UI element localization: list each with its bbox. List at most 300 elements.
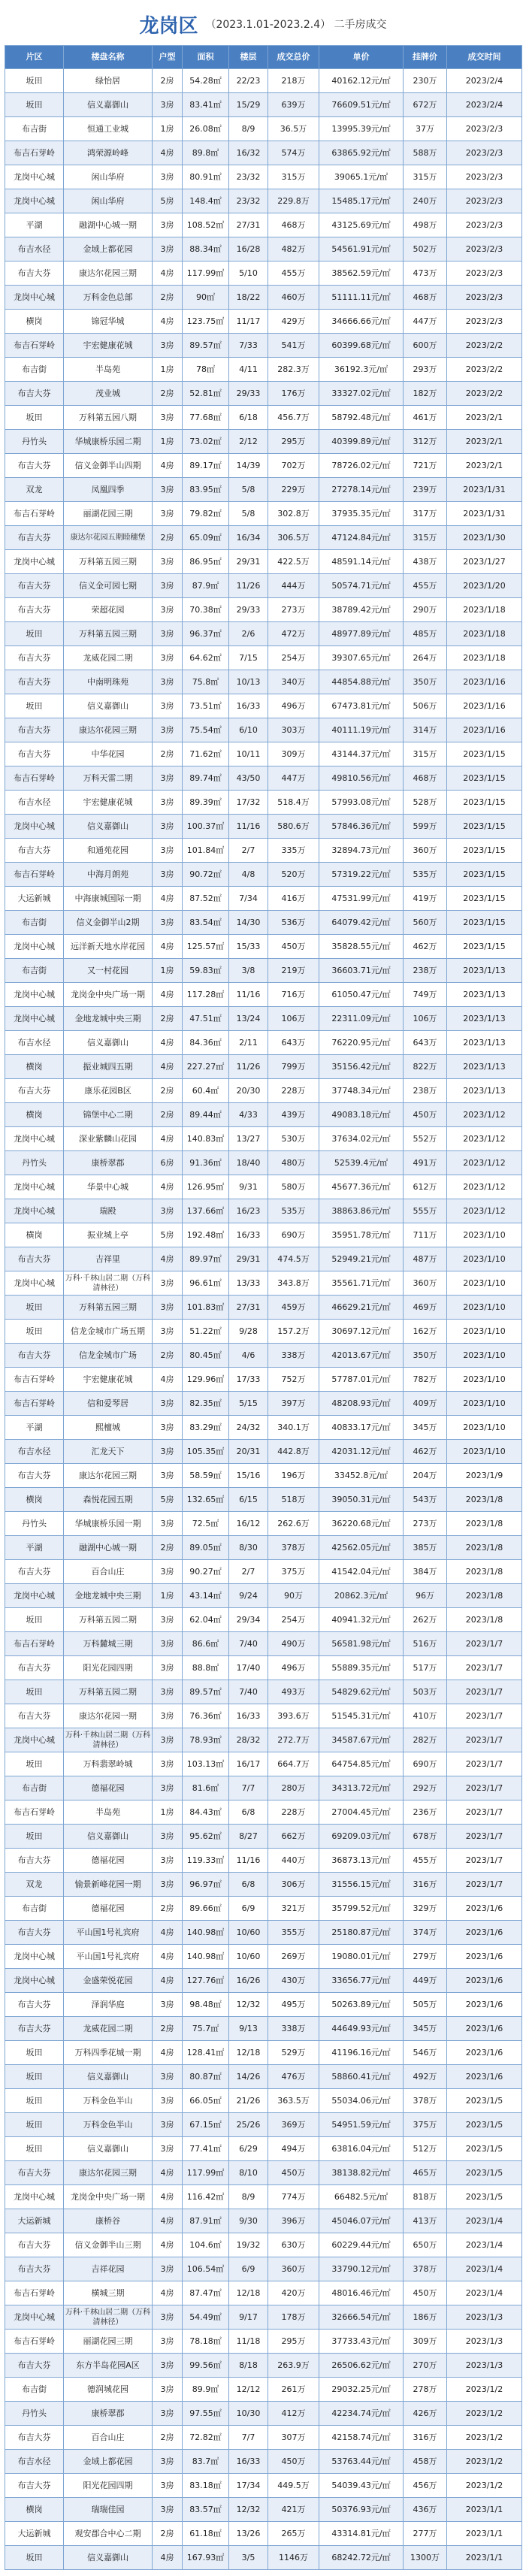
cell-layout: 3房 bbox=[153, 863, 183, 887]
table-row bbox=[5, 2161, 522, 2185]
cell-listing-price: 236万 bbox=[404, 1800, 447, 1825]
cell-estate: 信义金可园七期 bbox=[64, 574, 153, 598]
table-row bbox=[5, 1488, 522, 1512]
cell-layout: 3房 bbox=[153, 2402, 183, 2426]
table-row bbox=[5, 574, 522, 598]
cell-estate: 万科第五园二期 bbox=[64, 1680, 153, 1704]
cell-listing-price: 375万 bbox=[404, 2113, 447, 2137]
cell-district: 布吉石芽岭 bbox=[5, 502, 64, 526]
cell-floor: 17/40 bbox=[229, 1656, 268, 1680]
cell-floor: 6/29 bbox=[229, 2137, 268, 2161]
cell-estate: 凤凰四季 bbox=[64, 478, 153, 502]
cell-total-price: 639万 bbox=[268, 93, 319, 117]
cell-layout: 1房 bbox=[153, 1584, 183, 1608]
cell-floor: 5/15 bbox=[229, 1392, 268, 1416]
table-row bbox=[5, 2330, 522, 2354]
cell-estate: 瑞殿 bbox=[64, 1199, 153, 1223]
cell-district: 布吉大芬 bbox=[5, 670, 64, 694]
cell-unit-price: 37748.34元/㎡ bbox=[319, 1079, 404, 1103]
cell-floor: 7/33 bbox=[229, 334, 268, 358]
cell-listing-price: 238万 bbox=[404, 1079, 447, 1103]
header-listing-price: 挂牌价 bbox=[404, 46, 447, 69]
cell-floor: 5/10 bbox=[229, 262, 268, 286]
cell-deal-date: 2023/1/10 bbox=[447, 1344, 522, 1368]
cell-estate: 康达尔花园五期睦穗堡 bbox=[64, 526, 153, 550]
cell-estate: 金盛荣悦花园 bbox=[64, 1969, 153, 1993]
cell-layout: 4房 bbox=[153, 935, 183, 959]
cell-area: 76.36㎡ bbox=[183, 1704, 229, 1728]
cell-deal-date: 2023/1/10 bbox=[447, 1247, 522, 1271]
cell-floor: 17/33 bbox=[229, 1368, 268, 1392]
cell-deal-date: 2023/1/1 bbox=[447, 2546, 522, 2570]
cell-unit-price: 64079.42元/㎡ bbox=[319, 911, 404, 935]
cell-floor: 6/10 bbox=[229, 718, 268, 742]
table-row bbox=[5, 1800, 522, 1825]
cell-deal-date: 2023/1/10 bbox=[447, 1223, 522, 1247]
cell-area: 125.57㎡ bbox=[183, 935, 229, 959]
table-row bbox=[5, 141, 522, 165]
cell-total-price: 447万 bbox=[268, 766, 319, 791]
cell-deal-date: 2023/1/10 bbox=[447, 1320, 522, 1344]
cell-deal-date: 2023/2/3 bbox=[447, 286, 522, 310]
cell-total-price: 535万 bbox=[268, 1199, 319, 1223]
cell-district: 布吉石芽岭 bbox=[5, 1368, 64, 1392]
cell-layout: 4房 bbox=[153, 2281, 183, 2305]
cell-district: 横岗 bbox=[5, 1488, 64, 1512]
cell-layout: 2房 bbox=[153, 742, 183, 766]
cell-floor: 12/12 bbox=[229, 2378, 268, 2402]
table-row bbox=[5, 1849, 522, 1873]
cell-unit-price: 40399.89元/㎡ bbox=[319, 430, 404, 454]
cell-listing-price: 37万 bbox=[404, 117, 447, 141]
cell-estate: 平山国1号礼宾府 bbox=[64, 1945, 153, 1969]
cell-estate: 龙威花园二期 bbox=[64, 646, 153, 670]
cell-total-price: 493万 bbox=[268, 1680, 319, 1704]
cell-unit-price: 57787.01元/㎡ bbox=[319, 1368, 404, 1392]
cell-deal-date: 2023/1/7 bbox=[447, 1800, 522, 1825]
cell-district: 坂田 bbox=[5, 2041, 64, 2065]
cell-total-price: 495万 bbox=[268, 1993, 319, 2017]
cell-listing-price: 315万 bbox=[404, 526, 447, 550]
cell-deal-date: 2023/1/31 bbox=[447, 478, 522, 502]
cell-total-price: 529万 bbox=[268, 2041, 319, 2065]
cell-estate: 锦冠华城 bbox=[64, 310, 153, 334]
cell-layout: 3房 bbox=[153, 2113, 183, 2137]
cell-floor: 3/5 bbox=[229, 2546, 268, 2570]
cell-deal-date: 2023/1/7 bbox=[447, 1849, 522, 1873]
cell-floor: 11/16 bbox=[229, 1849, 268, 1873]
cell-area: 66.05㎡ bbox=[183, 2089, 229, 2113]
cell-unit-price: 35828.55元/㎡ bbox=[319, 935, 404, 959]
cell-estate: 东方半岛花园A区 bbox=[64, 2354, 153, 2378]
cell-listing-price: 345万 bbox=[404, 1416, 447, 1440]
cell-district: 布吉大芬 bbox=[5, 1704, 64, 1728]
cell-district: 布吉大芬 bbox=[5, 1247, 64, 1271]
cell-unit-price: 30697.12元/㎡ bbox=[319, 1320, 404, 1344]
cell-floor: 11/16 bbox=[229, 815, 268, 839]
cell-total-price: 664.7万 bbox=[268, 1752, 319, 1776]
cell-estate: 康桥翠郡 bbox=[64, 1151, 153, 1175]
cell-estate: 丽湖花园三期 bbox=[64, 2330, 153, 2354]
cell-deal-date: 2023/1/15 bbox=[447, 839, 522, 863]
cell-deal-date: 2023/1/13 bbox=[447, 1031, 522, 1055]
cell-deal-date: 2023/1/12 bbox=[447, 1175, 522, 1199]
table-row bbox=[5, 839, 522, 863]
cell-unit-price: 63865.92元/㎡ bbox=[319, 141, 404, 165]
cell-estate: 康达尔花园一期 bbox=[64, 1704, 153, 1728]
cell-total-price: 303万 bbox=[268, 718, 319, 742]
table-row bbox=[5, 2113, 522, 2137]
cell-listing-price: 360万 bbox=[404, 839, 447, 863]
cell-listing-price: 447万 bbox=[404, 310, 447, 334]
cell-estate: 融湖中心城一期 bbox=[64, 213, 153, 237]
cell-unit-price: 54561.91元/㎡ bbox=[319, 237, 404, 262]
cell-floor: 2/11 bbox=[229, 1031, 268, 1055]
cell-area: 71.62㎡ bbox=[183, 742, 229, 766]
cell-total-price: 468万 bbox=[268, 213, 319, 237]
table-row bbox=[5, 1320, 522, 1344]
cell-layout: 4房 bbox=[153, 1055, 183, 1079]
cell-estate: 阳光花园四期 bbox=[64, 2474, 153, 2498]
cell-estate: 万科金色半山 bbox=[64, 2089, 153, 2113]
cell-unit-price: 33452.8元/㎡ bbox=[319, 1464, 404, 1488]
cell-listing-price: 461万 bbox=[404, 406, 447, 430]
cell-area: 89.97㎡ bbox=[183, 1247, 229, 1271]
cell-listing-price: 279万 bbox=[404, 1945, 447, 1969]
cell-estate: 又一村花园 bbox=[64, 959, 153, 983]
cell-total-price: 157.2万 bbox=[268, 1320, 319, 1344]
table-row bbox=[5, 550, 522, 574]
cell-district: 坂田 bbox=[5, 2113, 64, 2137]
cell-listing-price: 588万 bbox=[404, 141, 447, 165]
cell-deal-date: 2023/1/12 bbox=[447, 1151, 522, 1175]
cell-unit-price: 48016.46元/㎡ bbox=[319, 2281, 404, 2305]
cell-area: 140.98㎡ bbox=[183, 1945, 229, 1969]
cell-area: 89.9㎡ bbox=[183, 2378, 229, 2402]
cell-district: 龙岗中心城 bbox=[5, 1969, 64, 1993]
cell-unit-price: 57846.36元/㎡ bbox=[319, 815, 404, 839]
cell-estate: 中华花园 bbox=[64, 742, 153, 766]
cell-deal-date: 2023/1/5 bbox=[447, 2161, 522, 2185]
cell-estate: 万科·千林山居二期（万科清林径） bbox=[64, 1271, 153, 1296]
cell-floor: 29/33 bbox=[229, 382, 268, 406]
header-floor: 楼层 bbox=[229, 46, 268, 69]
table-row bbox=[5, 1079, 522, 1103]
cell-area: 89.74㎡ bbox=[183, 766, 229, 791]
cell-estate: 万科金色半山 bbox=[64, 2113, 153, 2137]
cell-area: 128.41㎡ bbox=[183, 2041, 229, 2065]
cell-estate: 荣超花园 bbox=[64, 598, 153, 622]
cell-area: 64.62㎡ bbox=[183, 646, 229, 670]
cell-estate: 远洋新天地水岸花园 bbox=[64, 935, 153, 959]
cell-deal-date: 2023/1/5 bbox=[447, 2137, 522, 2161]
cell-layout: 3房 bbox=[153, 1993, 183, 2017]
cell-district: 布吉水径 bbox=[5, 237, 64, 262]
table-header-row bbox=[5, 46, 522, 69]
cell-area: 126.95㎡ bbox=[183, 1175, 229, 1199]
cell-area: 75.54㎡ bbox=[183, 718, 229, 742]
cell-unit-price: 38562.59元/㎡ bbox=[319, 262, 404, 286]
cell-layout: 2房 bbox=[153, 1536, 183, 1560]
cell-deal-date: 2023/1/18 bbox=[447, 646, 522, 670]
table-row bbox=[5, 1608, 522, 1632]
cell-estate: 信龙金城市广场五期 bbox=[64, 1320, 153, 1344]
cell-area: 137.66㎡ bbox=[183, 1199, 229, 1223]
cell-deal-date: 2023/1/2 bbox=[447, 2474, 522, 2498]
cell-deal-date: 2023/1/4 bbox=[447, 2209, 522, 2233]
table-row bbox=[5, 502, 522, 526]
cell-estate: 平山国1号礼宾府 bbox=[64, 1921, 153, 1945]
cell-listing-price: 455万 bbox=[404, 1849, 447, 1873]
cell-floor: 16/33 bbox=[229, 694, 268, 718]
cell-area: 51.22㎡ bbox=[183, 1320, 229, 1344]
cell-estate: 康达尔花园三期 bbox=[64, 2161, 153, 2185]
cell-listing-price: 690万 bbox=[404, 1752, 447, 1776]
cell-district: 坂田 bbox=[5, 2546, 64, 2570]
cell-layout: 3房 bbox=[153, 815, 183, 839]
cell-listing-price: 473万 bbox=[404, 262, 447, 286]
cell-area: 72.5㎡ bbox=[183, 1512, 229, 1536]
cell-deal-date: 2023/2/1 bbox=[447, 430, 522, 454]
cell-floor: 14/30 bbox=[229, 911, 268, 935]
cell-unit-price: 67473.81元/㎡ bbox=[319, 694, 404, 718]
cell-area: 140.83㎡ bbox=[183, 1127, 229, 1151]
cell-area: 96.97㎡ bbox=[183, 1873, 229, 1897]
cell-district: 布吉大芬 bbox=[5, 526, 64, 550]
cell-layout: 3房 bbox=[153, 598, 183, 622]
table-row bbox=[5, 1584, 522, 1608]
cell-floor: 9/28 bbox=[229, 1320, 268, 1344]
cell-listing-price: 378万 bbox=[404, 2257, 447, 2281]
cell-floor: 2/12 bbox=[229, 430, 268, 454]
cell-total-price: 662万 bbox=[268, 1825, 319, 1849]
cell-total-price: 36.5万 bbox=[268, 117, 319, 141]
cell-district: 布吉石芽岭 bbox=[5, 1632, 64, 1656]
cell-estate: 万科·千林山居二期（万科清林径） bbox=[64, 2305, 153, 2330]
cell-layout: 4房 bbox=[153, 983, 183, 1007]
cell-listing-price: 273万 bbox=[404, 1512, 447, 1536]
cell-estate: 万科第五园三期 bbox=[64, 1296, 153, 1320]
cell-unit-price: 52949.21元/㎡ bbox=[319, 1247, 404, 1271]
cell-deal-date: 2023/1/16 bbox=[447, 718, 522, 742]
cell-total-price: 630万 bbox=[268, 2233, 319, 2257]
cell-unit-price: 58860.41元/㎡ bbox=[319, 2065, 404, 2089]
cell-unit-price: 47124.84元/㎡ bbox=[319, 526, 404, 550]
cell-floor: 28/32 bbox=[229, 1728, 268, 1752]
cell-estate: 百合山庄 bbox=[64, 1560, 153, 1584]
cell-floor: 12/18 bbox=[229, 2281, 268, 2305]
cell-district: 龙岗中心城 bbox=[5, 983, 64, 1007]
cell-unit-price: 66482.5元/㎡ bbox=[319, 2185, 404, 2209]
cell-deal-date: 2023/1/12 bbox=[447, 1103, 522, 1127]
cell-unit-price: 32894.73元/㎡ bbox=[319, 839, 404, 863]
cell-floor: 8/10 bbox=[229, 2161, 268, 2185]
cell-area: 104.6㎡ bbox=[183, 2233, 229, 2257]
cell-floor: 8/30 bbox=[229, 1536, 268, 1560]
table-row bbox=[5, 2017, 522, 2041]
cell-estate: 鸿荣源岭峰 bbox=[64, 141, 153, 165]
cell-floor: 20/31 bbox=[229, 1440, 268, 1464]
cell-listing-price: 309万 bbox=[404, 2330, 447, 2354]
cell-estate: 信龙金城市广场 bbox=[64, 1344, 153, 1368]
cell-layout: 4房 bbox=[153, 2161, 183, 2185]
cell-listing-price: 487万 bbox=[404, 1247, 447, 1271]
cell-floor: 9/30 bbox=[229, 2209, 268, 2233]
cell-layout: 3房 bbox=[153, 1728, 183, 1752]
cell-district: 布吉水径 bbox=[5, 1440, 64, 1464]
cell-unit-price: 37935.35元/㎡ bbox=[319, 502, 404, 526]
cell-estate: 丽湖花园三期 bbox=[64, 502, 153, 526]
cell-total-price: 338万 bbox=[268, 2017, 319, 2041]
cell-district: 坂田 bbox=[5, 93, 64, 117]
cell-district: 布吉大芬 bbox=[5, 2017, 64, 2041]
cell-floor: 18/40 bbox=[229, 1151, 268, 1175]
cell-total-price: 439万 bbox=[268, 1103, 319, 1127]
table-row bbox=[5, 1199, 522, 1223]
cell-unit-price: 39065.1元/㎡ bbox=[319, 165, 404, 189]
cell-district: 布吉街 bbox=[5, 2378, 64, 2402]
cell-area: 89.44㎡ bbox=[183, 1103, 229, 1127]
cell-unit-price: 35156.42元/㎡ bbox=[319, 1055, 404, 1079]
cell-district: 横岗 bbox=[5, 2498, 64, 2522]
cell-unit-price: 55034.06元/㎡ bbox=[319, 2089, 404, 2113]
cell-layout: 3房 bbox=[153, 1271, 183, 1296]
cell-area: 80.87㎡ bbox=[183, 2065, 229, 2089]
cell-area: 103.13㎡ bbox=[183, 1752, 229, 1776]
cell-floor: 6/8 bbox=[229, 1873, 268, 1897]
cell-floor: 11/16 bbox=[229, 983, 268, 1007]
cell-area: 89.39㎡ bbox=[183, 791, 229, 815]
cell-estate: 半岛苑 bbox=[64, 1800, 153, 1825]
cell-unit-price: 45046.07元/㎡ bbox=[319, 2209, 404, 2233]
table-row bbox=[5, 454, 522, 478]
cell-area: 116.42㎡ bbox=[183, 2185, 229, 2209]
cell-layout: 2房 bbox=[153, 2017, 183, 2041]
cell-deal-date: 2023/1/6 bbox=[447, 1969, 522, 1993]
cell-area: 75.8㎡ bbox=[183, 670, 229, 694]
cell-area: 73.02㎡ bbox=[183, 430, 229, 454]
cell-total-price: 440万 bbox=[268, 1849, 319, 1873]
cell-total-price: 229.8万 bbox=[268, 189, 319, 213]
cell-deal-date: 2023/1/2 bbox=[447, 2450, 522, 2474]
cell-estate: 康达尔花园三期 bbox=[64, 262, 153, 286]
cell-floor: 7/7 bbox=[229, 2426, 268, 2450]
cell-area: 89.57㎡ bbox=[183, 334, 229, 358]
table-row bbox=[5, 2354, 522, 2378]
cell-district: 丹竹头 bbox=[5, 2402, 64, 2426]
cell-estate: 恒通工业城 bbox=[64, 117, 153, 141]
cell-deal-date: 2023/1/3 bbox=[447, 2354, 522, 2378]
cell-area: 78㎡ bbox=[183, 358, 229, 382]
cell-floor: 9/13 bbox=[229, 2017, 268, 2041]
cell-area: 78.18㎡ bbox=[183, 2330, 229, 2354]
cell-area: 83.54㎡ bbox=[183, 911, 229, 935]
cell-total-price: 799万 bbox=[268, 1055, 319, 1079]
cell-listing-price: 505万 bbox=[404, 1993, 447, 2017]
cell-deal-date: 2023/1/1 bbox=[447, 2522, 522, 2546]
table-row bbox=[5, 1392, 522, 1416]
cell-district: 横岗 bbox=[5, 1223, 64, 1247]
cell-total-price: 574万 bbox=[268, 141, 319, 165]
cell-listing-price: 458万 bbox=[404, 2450, 447, 2474]
cell-deal-date: 2023/1/7 bbox=[447, 1632, 522, 1656]
cell-total-price: 774万 bbox=[268, 2185, 319, 2209]
table-row bbox=[5, 959, 522, 983]
cell-unit-price: 48208.93元/㎡ bbox=[319, 1392, 404, 1416]
cell-estate: 华城康桥乐园二期 bbox=[64, 430, 153, 454]
cell-listing-price: 240万 bbox=[404, 189, 447, 213]
cell-listing-price: 506万 bbox=[404, 694, 447, 718]
cell-total-price: 702万 bbox=[268, 454, 319, 478]
cell-area: 86.6㎡ bbox=[183, 1632, 229, 1656]
cell-floor: 4/11 bbox=[229, 358, 268, 382]
cell-unit-price: 63816.04元/㎡ bbox=[319, 2137, 404, 2161]
cell-listing-price: 314万 bbox=[404, 718, 447, 742]
cell-layout: 3房 bbox=[153, 1320, 183, 1344]
cell-unit-price: 38863.86元/㎡ bbox=[319, 1199, 404, 1223]
cell-unit-price: 36220.68元/㎡ bbox=[319, 1512, 404, 1536]
cell-district: 布吉石芽岭 bbox=[5, 141, 64, 165]
cell-unit-price: 50376.93元/㎡ bbox=[319, 2498, 404, 2522]
cell-district: 布吉石芽岭 bbox=[5, 766, 64, 791]
cell-estate: 康乐花园B区 bbox=[64, 1079, 153, 1103]
cell-layout: 3房 bbox=[153, 839, 183, 863]
cell-area: 72.82㎡ bbox=[183, 2426, 229, 2450]
cell-estate: 康桥翠郡 bbox=[64, 2402, 153, 2426]
cell-layout: 4房 bbox=[153, 1247, 183, 1271]
cell-listing-price: 491万 bbox=[404, 1151, 447, 1175]
table-row bbox=[5, 742, 522, 766]
cell-deal-date: 2023/1/13 bbox=[447, 1055, 522, 1079]
cell-listing-price: 672万 bbox=[404, 93, 447, 117]
cell-listing-price: 204万 bbox=[404, 1464, 447, 1488]
cell-area: 89.17㎡ bbox=[183, 454, 229, 478]
cell-district: 平湖 bbox=[5, 1536, 64, 1560]
cell-deal-date: 2023/1/7 bbox=[447, 1656, 522, 1680]
cell-estate: 吉祥花园 bbox=[64, 2257, 153, 2281]
cell-listing-price: 468万 bbox=[404, 766, 447, 791]
table-row bbox=[5, 1223, 522, 1247]
cell-layout: 3房 bbox=[153, 2137, 183, 2161]
cell-area: 54.49㎡ bbox=[183, 2305, 229, 2330]
table-row bbox=[5, 334, 522, 358]
table-row bbox=[5, 262, 522, 286]
cell-area: 43.14㎡ bbox=[183, 1584, 229, 1608]
table-row bbox=[5, 2450, 522, 2474]
cell-unit-price: 42234.74元/㎡ bbox=[319, 2402, 404, 2426]
cell-floor: 4/8 bbox=[229, 863, 268, 887]
header-total-price: 成交总价 bbox=[268, 46, 319, 69]
cell-floor: 7/40 bbox=[229, 1632, 268, 1656]
table-row bbox=[5, 1031, 522, 1055]
cell-estate: 金地龙城中央三期 bbox=[64, 1584, 153, 1608]
cell-deal-date: 2023/1/31 bbox=[447, 502, 522, 526]
cell-listing-price: 512万 bbox=[404, 2137, 447, 2161]
cell-deal-date: 2023/1/4 bbox=[447, 2257, 522, 2281]
cell-deal-date: 2023/1/15 bbox=[447, 815, 522, 839]
cell-estate: 龙岗金中央广场一期 bbox=[64, 2185, 153, 2209]
cell-floor: 13/33 bbox=[229, 1271, 268, 1296]
cell-area: 81.6㎡ bbox=[183, 1776, 229, 1800]
cell-deal-date: 2023/1/18 bbox=[447, 622, 522, 646]
table-row bbox=[5, 911, 522, 935]
cell-area: 117.99㎡ bbox=[183, 2161, 229, 2185]
cell-estate: 中海康城国际一期 bbox=[64, 887, 153, 911]
cell-listing-price: 721万 bbox=[404, 454, 447, 478]
cell-total-price: 295万 bbox=[268, 2330, 319, 2354]
table-row bbox=[5, 430, 522, 454]
table-row bbox=[5, 1007, 522, 1031]
